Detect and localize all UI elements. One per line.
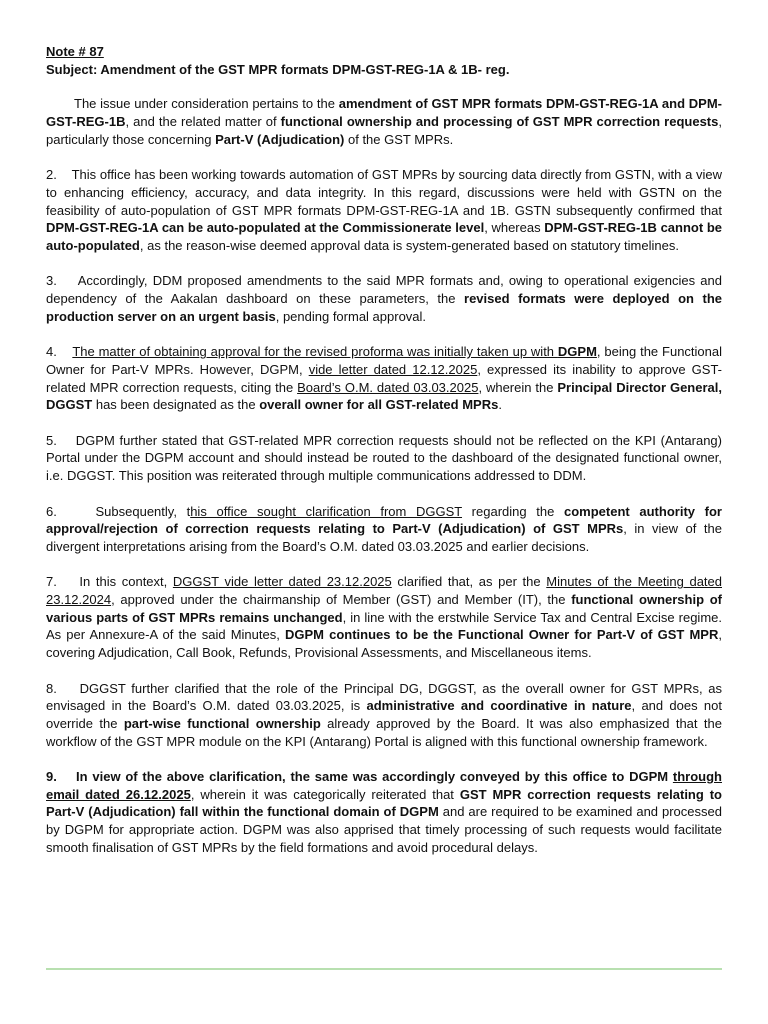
paragraph-number: 8. xyxy=(46,680,57,696)
paragraph-3: 3. Accordingly, DDM proposed amendments to the said MPR formats and, owing to operational exigencies and dependency of the Aakalan dashboard on these parameters, the revised formats were deployed on the production server on an urgent basis, pending formal approval. xyxy=(46,273,722,324)
paragraph-number: 9. xyxy=(46,769,57,784)
note-subject: Subject: Amendment of the GST MPR formats DPM-GST-REG-1A & 1B- reg. xyxy=(46,61,510,77)
paragraph-8: 8. DGGST further clarified that the role of the Principal DG, DGGST, as the overall owner for GST MPRs, as envisaged in the Board’s O.M. dated 03.03.2025, is administrative and coordinative in nature, and does not override the part-wise functional ownership already approved by the Board. It was also emphasized that the workflow of the GST MPR module on the KPI (Antarang) Portal is aligned with this functional ownership framework. xyxy=(46,680,722,749)
paragraph-number: 5. xyxy=(46,432,57,448)
paragraph-number: 7. xyxy=(46,574,57,590)
paragraph-number: 6. xyxy=(46,503,57,519)
paragraph-number: 4. xyxy=(46,344,57,360)
paragraph-4: 4. The matter of obtaining approval for the revised proforma was initially taken up with DGPM, being the Functional Owner for Part-V MPRs. However, DGPM, vide letter dated 12.12.2025, expressed its inability to approve GST-related MPR correction requests, citing the Board’s O.M. dated 03.03.2025, wherein the Principal Director General, DGGST has been designated as the overall owner for all GST-related MPRs. xyxy=(46,344,723,413)
footer-divider xyxy=(46,968,722,970)
paragraph-9: 9. In view of the above clarification, the same was accordingly conveyed by this office to DGPM through email dated 26.12.2025, wherein it was categorically reiterated that GST MPR correction requests relating to Part-V (Adjudication) fall within the functional domain of DGPM and are required to be examined and processed by DGPM for appropriate action. DGPM was also apprised that timely processing of such requests would facilitate smooth finalisation of GST MPRs by the field formations and avoid procedural delays. xyxy=(46,769,722,855)
paragraph-7: 7. In this context, DGGST vide letter dated 23.12.2025 clarified that, as per the Minutes of the Meeting dated 23.12.2024, approved under the chairmanship of Member (GST) and Member (IT), the functional ownership of various parts of GST MPRs remains unchanged, in line with the erstwhile Service Tax and Central Excise regime. As per Annexure-A of the said Minutes, DGPM continues to be the Functional Owner for Part-V of GST MPR, covering Adjudication, Call Book, Refunds, Provisional Assessments, and Miscellaneous items. xyxy=(46,574,723,661)
paragraph-number: 3. xyxy=(46,273,57,289)
paragraph-number: 2. xyxy=(46,167,57,183)
paragraph-5: 5. DGPM further stated that GST-related MPR correction requests should not be reflected on the KPI (Antarang) Portal under the DGPM account and should instead be routed to the dashboard of the designated functional owner, i.e. DGGST. This position was reiterated through multiple communications addressed to DDM. xyxy=(46,432,722,484)
note-number: Note # 87 xyxy=(46,44,104,59)
note-document xyxy=(46,43,722,874)
paragraph-2: 2. This office has been working towards automation of GST MPRs by sourcing data directly from GSTN, with a view to enhancing efficiency, accuracy, and data integrity. In this regard, discussions were held with GSTN on the feasibility of auto-population of GST MPR formats DPM-GST-REG-1A and 1B. GSTN subsequently confirmed that DPM-GST-REG-1A can be auto-populated at the Commissionerate level, whereas DPM-GST-REG-1B cannot be auto-populated, as the reason-wise deemed approval data is system-generated based on statutory timelines. xyxy=(46,167,722,254)
paragraph-1: The issue under consideration pertains to the amendment of GST MPR formats DPM-GST-REG-1A and DPM-GST-REG-1B, and the related matter of functional ownership and processing of GST MPR correction requests, particularly those concerning Part-V (Adjudication) of the GST MPRs. xyxy=(46,96,722,147)
paragraph-6: 6. Subsequently, this office sought clarification from DGGST regarding the competent authority for approval/rejection of correction requests relating to Part-V (Adjudication) of GST MPRs, in view of the divergent interpretations arising from the Board’s O.M. dated 03.03.2025 and earlier decisions. xyxy=(46,503,722,554)
